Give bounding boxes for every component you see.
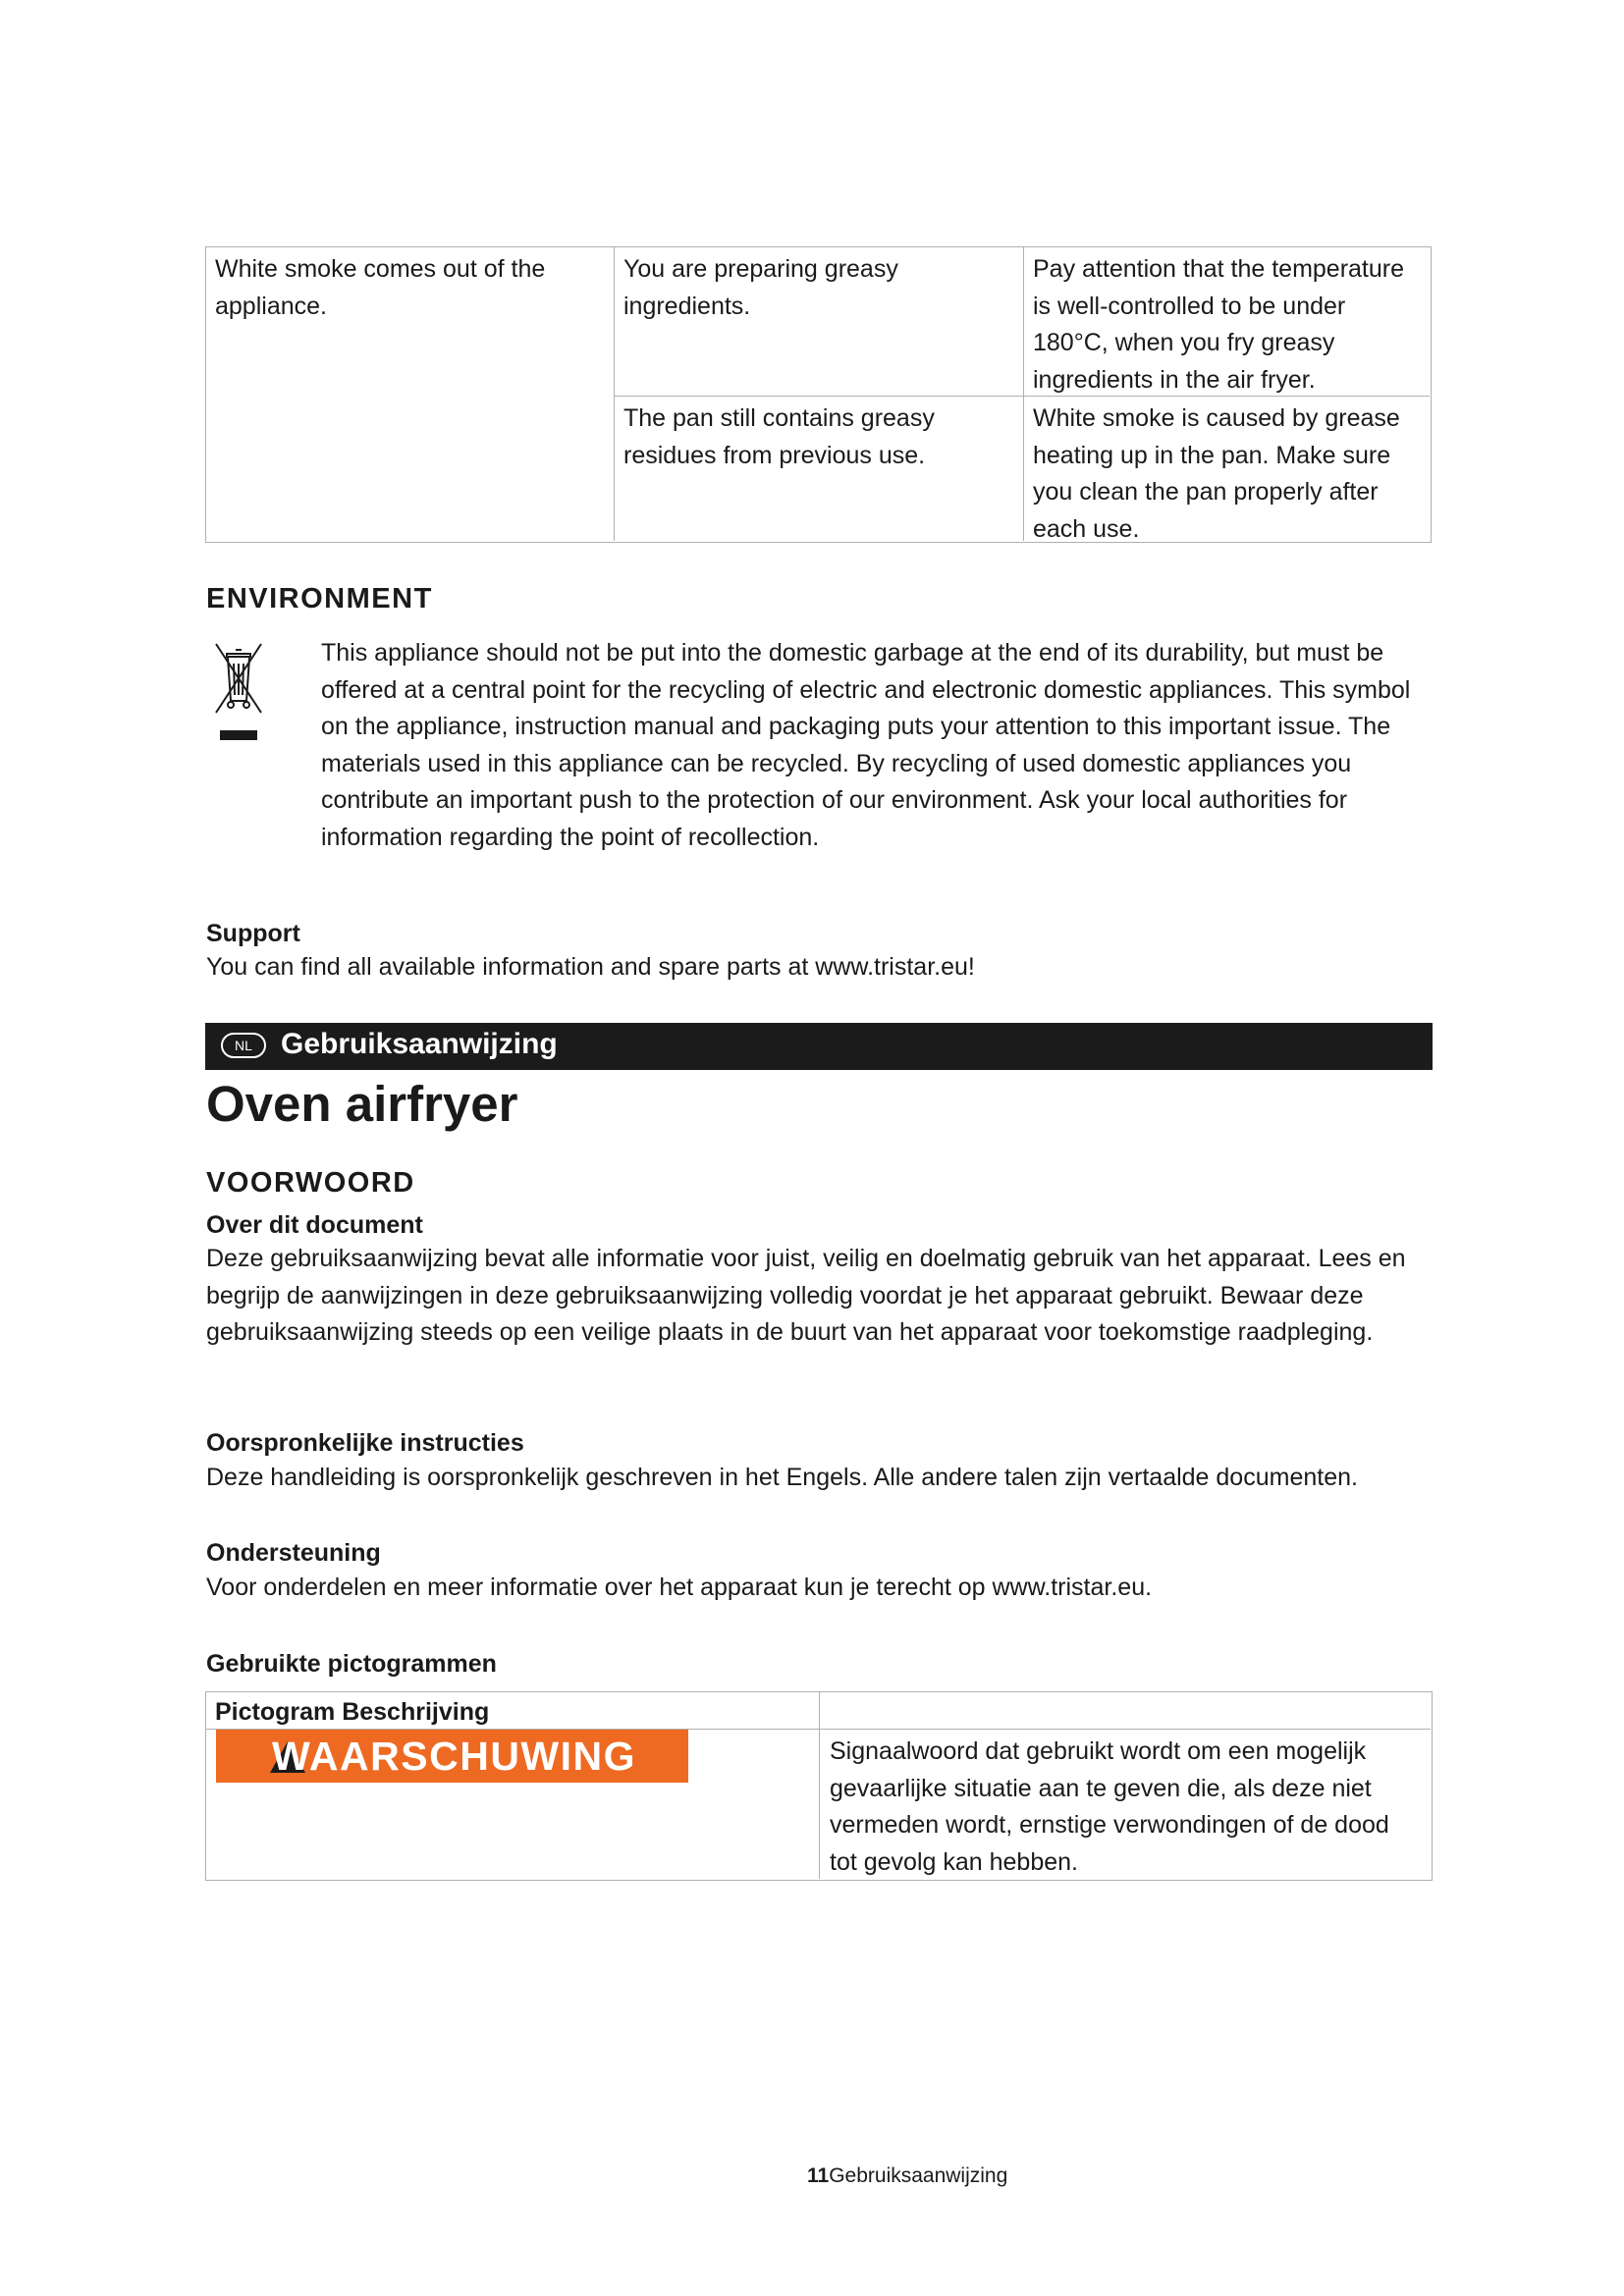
section-text: Deze gebruiksaanwijzing bevat alle informatie voor juist, veilig en doelmatig gebruik van het apparaat. Lees en begrijp de aanwijzingen in deze gebruiksaanwijzing volledig voordat je het apparaat gebruikt. Bewaar deze gebruiksaanwijzing steeds op een veilige plaats in de buurt van het apparaat voor toekomstige raadpleging. <box>206 1245 1406 1346</box>
footer-label: Gebruiksaanwijzing <box>829 2164 1008 2187</box>
warning-description: Signaalwoord dat gebruikt wordt om een mogelijk gevaarlijke situatie aan te geven die, als deze niet vermeden wordt, ernstige verwondingen of de dood tot gevolg kan hebben. <box>830 1737 1389 1876</box>
language-badge: NL <box>221 1033 266 1058</box>
page-footer <box>807 2164 1007 2188</box>
environment-heading: ENVIRONMENT <box>206 583 433 614</box>
section-title: Oorspronkelijke instructies <box>206 1429 524 1457</box>
pictogram-header-cell <box>820 1691 1429 1699</box>
problem-cell: White smoke comes out of the appliance. <box>215 255 546 320</box>
product-title: Oven airfryer <box>206 1076 518 1132</box>
voorwoord-heading: VOORWOORD <box>206 1167 415 1199</box>
support-heading: Support <box>206 920 300 947</box>
language-bar <box>205 1023 1433 1070</box>
environment-text: This appliance should not be put into the domestic garbage at the end of its durability, but must be offered at a central point for the recycling of electric and electronic domestic appliances. This symbol on the appliance, instruction manual and packaging puts your attention to this important issue. The materials used in this appliance can be recycled. By recycling of used domestic appliances you contribute an important push to the protection of our environment. Ask your local authorities for information regarding the point of recollection. <box>321 639 1411 851</box>
table-divider <box>819 1692 820 1879</box>
support-text: You can find all available information and spare parts at www.tristar.eu! <box>206 953 975 981</box>
weee-crossed-bin-icon <box>212 640 265 748</box>
pictograms-heading: Gebruikte pictogrammen <box>206 1650 497 1678</box>
section-title: Over dit document <box>206 1211 423 1239</box>
pictogram-header-cell: Pictogram Beschrijving <box>215 1698 490 1726</box>
language-title: Gebruiksaanwijzing <box>281 1028 558 1060</box>
warning-label-text: WAARSCHUWING <box>272 1734 637 1779</box>
page-number: 11 <box>807 2164 830 2187</box>
troubleshooting-table <box>205 246 1432 543</box>
solution-cell: Pay attention that the temperature is well-controlled to be under 180°C, when you fry greasy ingredients in the air fryer. <box>1033 255 1405 394</box>
solution-cell: White smoke is caused by grease heating up in the pan. Make sure you clean the pan properly after each use. <box>1033 404 1400 543</box>
section-title: Ondersteuning <box>206 1539 381 1567</box>
warning-label <box>216 1730 688 1783</box>
cause-cell: The pan still contains greasy residues from previous use. <box>623 404 935 469</box>
pictogram-table <box>205 1691 1433 1881</box>
section-text: Voor onderdelen en meer informatie over het apparaat kun je terecht op www.tristar.eu. <box>206 1574 1153 1601</box>
section-text: Deze handleiding is oorspronkelijk geschreven in het Engels. Alle andere talen zijn vertaalde documenten. <box>206 1464 1358 1491</box>
cause-cell: You are preparing greasy ingredients. <box>623 255 898 320</box>
